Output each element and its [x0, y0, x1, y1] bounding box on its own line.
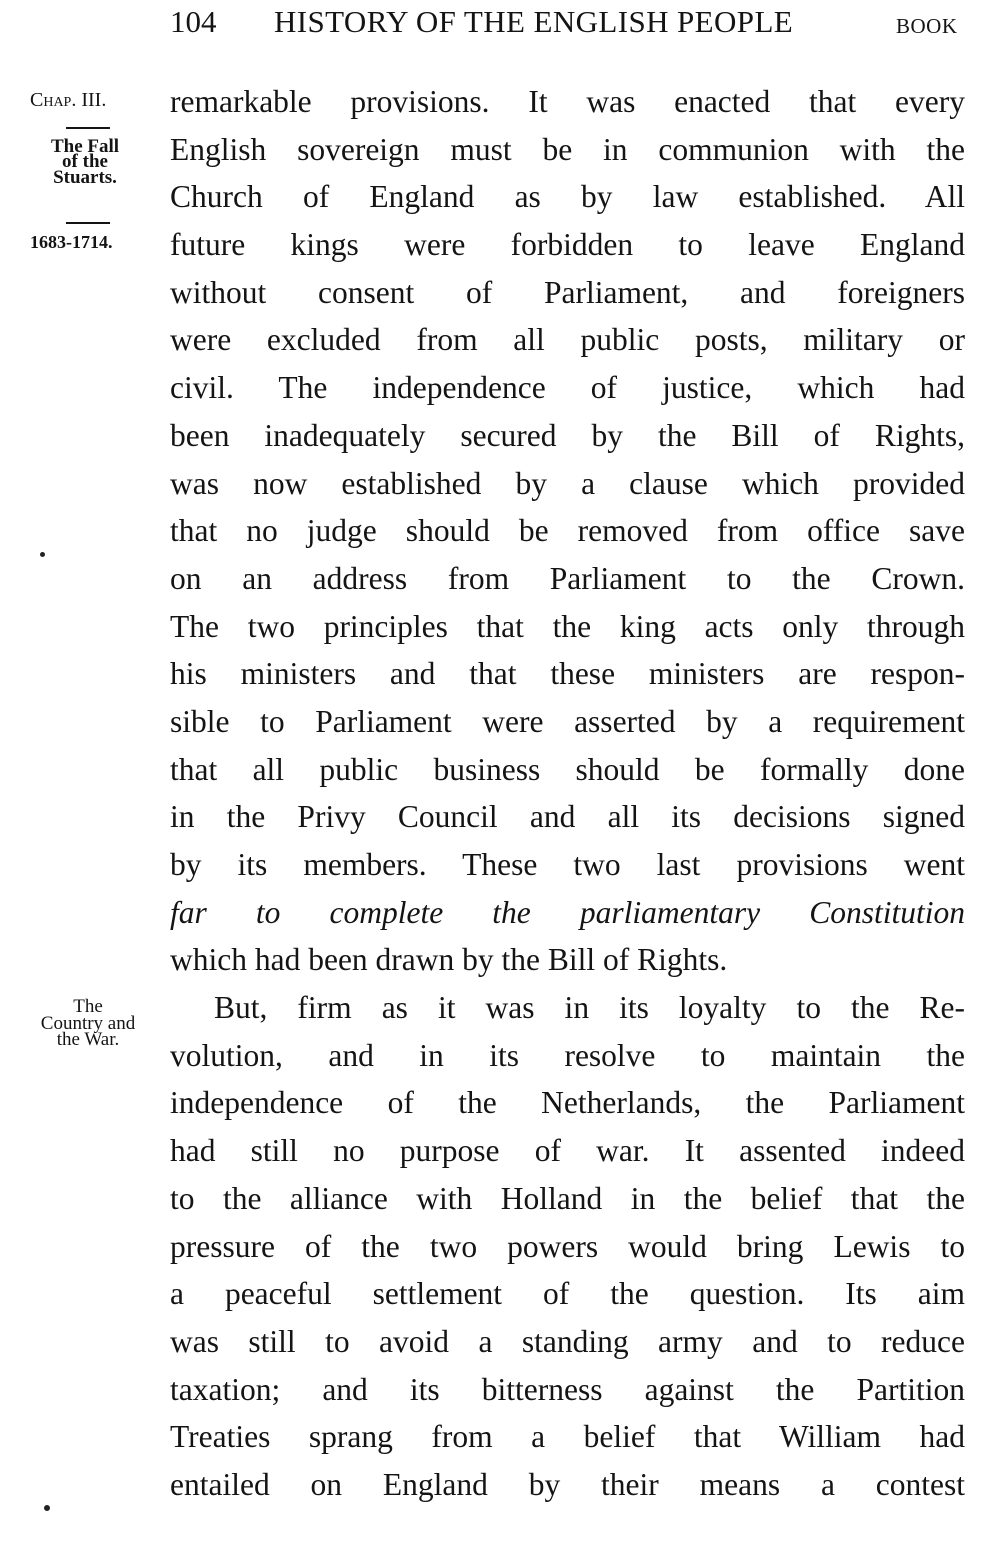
- running-title: HISTORY OF THE ENGLISH PEOPLE: [274, 4, 794, 39]
- text-line: by its members. These two last provisions went: [170, 847, 965, 882]
- text-line: independence of the Netherlands, the Parliament: [170, 1085, 965, 1121]
- page-number: 104: [170, 4, 217, 39]
- margin-rule: [66, 127, 110, 129]
- text-line: pressure of the two powers would bring Lewis to: [170, 1228, 965, 1264]
- body-text: [170, 78, 965, 1509]
- text-line: were excluded from all public posts, military or: [170, 322, 965, 358]
- side-note-line: the War.: [56, 1029, 120, 1050]
- text-line: a peaceful settlement of the question. Its aim: [170, 1276, 965, 1312]
- side-note: [16, 997, 160, 1049]
- text-line: But, firm as it was in its loyalty to the Re-: [214, 990, 965, 1026]
- section-title-line: Stuarts.: [53, 167, 117, 188]
- section-title-line: of the: [62, 151, 108, 172]
- text-line: was now established by a clause which provided: [170, 465, 965, 501]
- text-line: had still no purpose of war. It assented indeed: [170, 1133, 965, 1169]
- text-line-italic: far to complete the parliamentary Constitution: [170, 894, 965, 930]
- text-line: in the Privy Council and all its decisions signed: [170, 799, 965, 835]
- print-speck: [44, 1505, 50, 1511]
- text-line: that no judge should be removed from office save: [170, 513, 965, 549]
- text-line: civil. The independence of justice, which had: [170, 370, 965, 406]
- text-line: Church of England as by law established. All: [170, 179, 965, 215]
- section-title: [30, 137, 140, 187]
- text-line: without consent of Parliament, and foreigners: [170, 274, 965, 310]
- text-line: sible to Parliament were asserted by a requirement: [170, 703, 965, 739]
- text-line: remarkable provisions. It was enacted that every: [170, 84, 965, 119]
- book-label: BOOK: [896, 14, 958, 38]
- text-line: his ministers and that these ministers are respon-: [170, 656, 965, 692]
- text-line: which had been drawn by the Bill of Rights.: [170, 942, 728, 978]
- text-line: to the alliance with Holland in the belief that the: [170, 1180, 965, 1216]
- text-line: on an address from Parliament to the Crown.: [170, 560, 965, 596]
- text-line: that all public business should be formally done: [170, 751, 965, 787]
- side-note-line: The: [73, 996, 103, 1017]
- text-line: been inadequately secured by the Bill of Rights,: [170, 417, 965, 453]
- section-title-line: The Fall: [50, 136, 120, 157]
- text-line: entailed on England by their means a contest: [170, 1466, 965, 1502]
- text-line: was still to avoid a standing army and to reduce: [170, 1323, 965, 1359]
- side-note-line: Country and: [40, 1013, 136, 1034]
- text-line: The two principles that the king acts only through: [170, 608, 965, 644]
- margin-notes: [0, 0, 170, 1541]
- chapter-label: Chap. III.: [30, 89, 107, 111]
- print-speck: [40, 552, 45, 557]
- text-line: volution, and in its resolve to maintain the: [170, 1037, 965, 1073]
- margin-rule: [66, 222, 110, 224]
- text-line: English sovereign must be in communion with the: [170, 131, 965, 167]
- date-range: 1683-1714.: [30, 232, 113, 252]
- text-line: future kings were forbidden to leave England: [170, 227, 965, 263]
- text-line: Treaties sprang from a belief that William had: [170, 1419, 965, 1455]
- text-line: taxation; and its bitterness against the Partition: [170, 1371, 965, 1407]
